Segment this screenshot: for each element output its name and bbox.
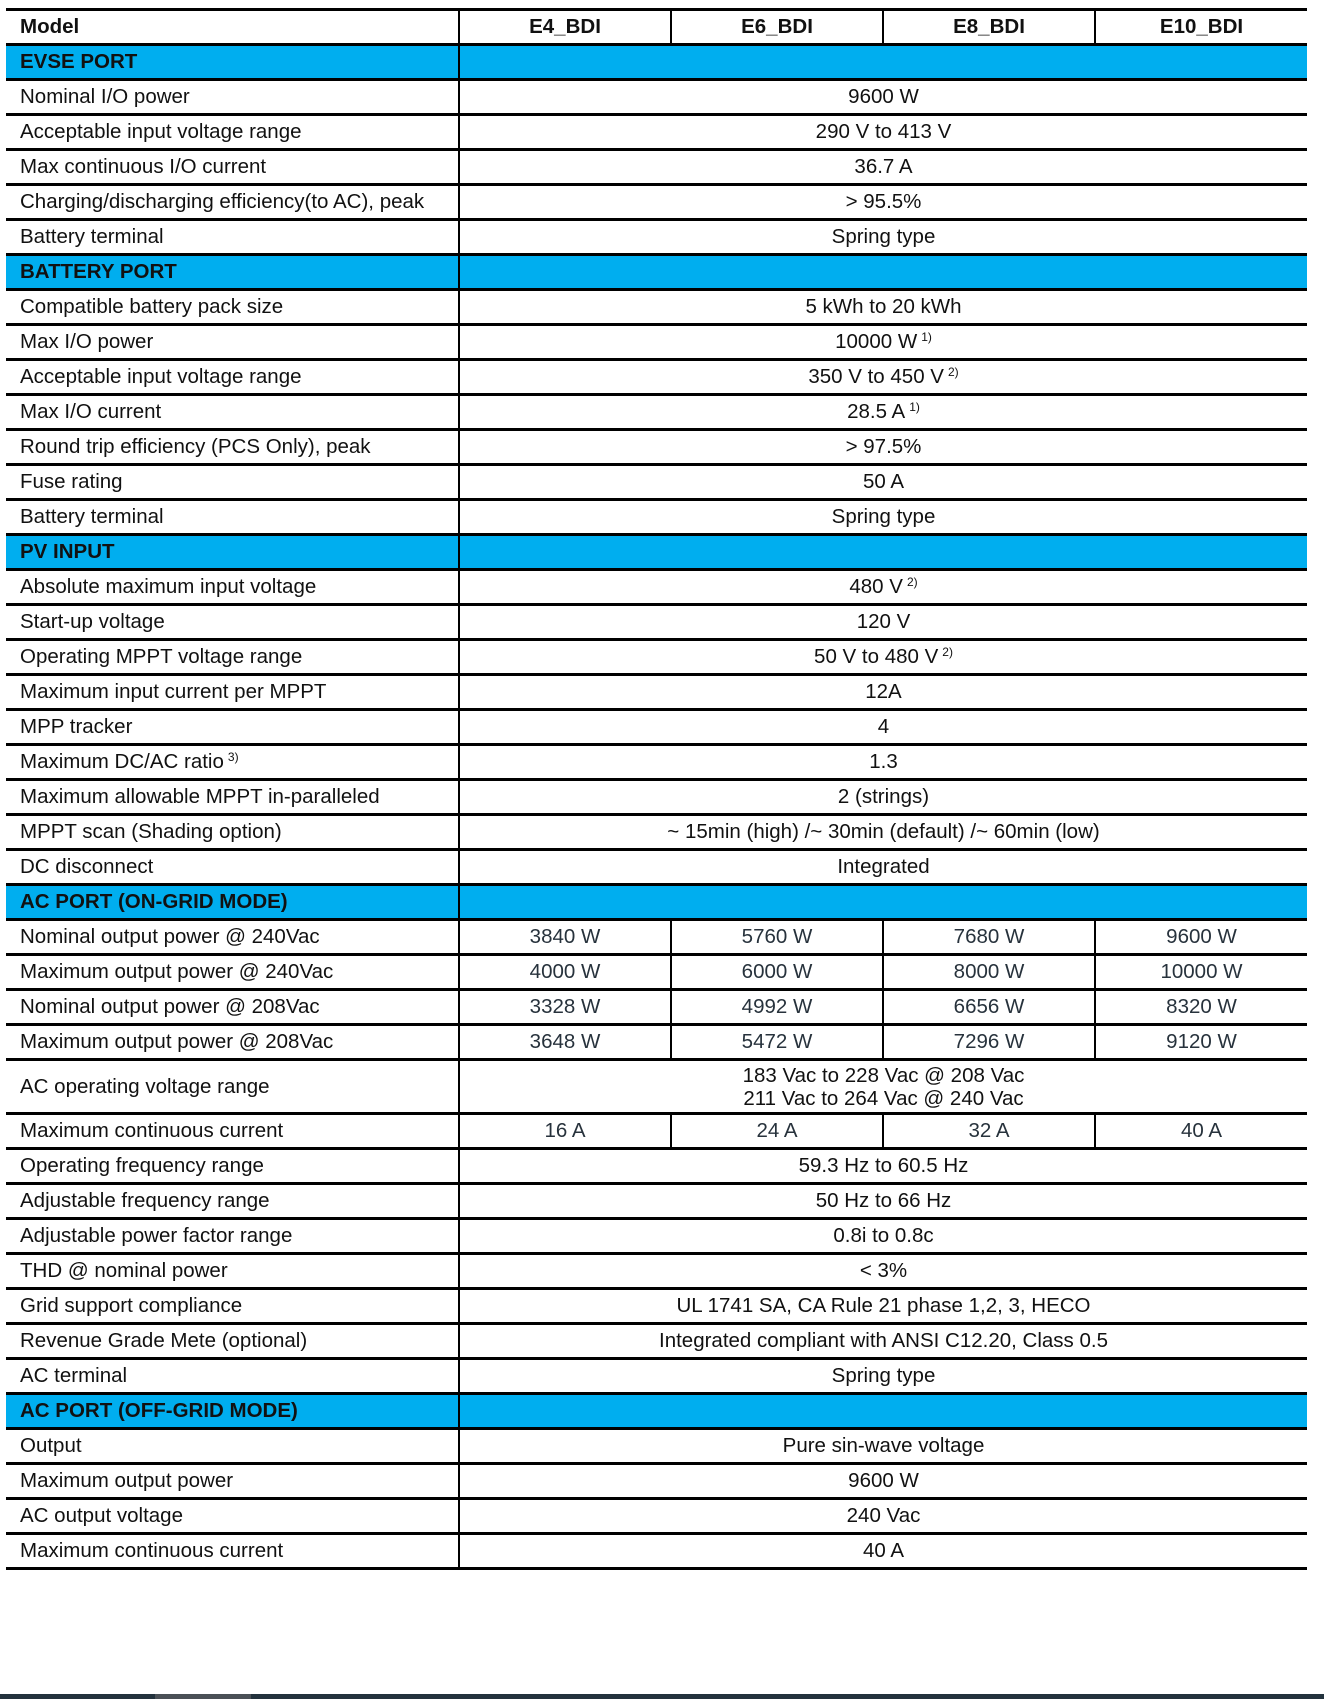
- spec-value-text: 350 V to 450 V: [808, 365, 944, 388]
- spec-label: [6, 465, 459, 500]
- spec-value-per-model: 4000 W: [459, 955, 671, 990]
- spec-value-text: 28.5 A: [847, 400, 906, 423]
- spec-value: [459, 815, 1307, 850]
- spec-label: [6, 1219, 459, 1254]
- spec-label: [6, 1464, 459, 1499]
- spec-value-text: 120 V: [856, 610, 911, 633]
- spec-value: [459, 1499, 1307, 1534]
- spec-value-per-model: 40 A: [1095, 1114, 1307, 1149]
- spec-row: [6, 290, 1307, 325]
- spec-value: [459, 675, 1307, 710]
- spec-label-text: Round trip efficiency (PCS Only), peak: [20, 435, 371, 458]
- spec-label: [6, 395, 459, 430]
- spec-label-text: DC disconnect: [20, 855, 154, 878]
- spec-row: [6, 1534, 1307, 1569]
- spec-value-per-model: 8000 W: [883, 955, 1095, 990]
- spec-value: [459, 850, 1307, 885]
- footnote-marker: 3): [227, 750, 239, 764]
- footnote-marker: 2): [942, 645, 953, 659]
- spec-value: [459, 1534, 1307, 1569]
- spec-value-text: 1.3: [869, 750, 898, 773]
- spec-row: [6, 1025, 1307, 1060]
- spec-label: [6, 1429, 459, 1464]
- spec-row: [6, 605, 1307, 640]
- spec-label-text: THD @ nominal power: [20, 1259, 228, 1282]
- spec-label-text: Battery terminal: [20, 505, 164, 528]
- spec-label: [6, 80, 459, 115]
- spec-value: [459, 605, 1307, 640]
- spec-label: [6, 710, 459, 745]
- spec-label: [6, 290, 459, 325]
- spec-value-text: 4: [877, 715, 890, 738]
- spec-row: [6, 570, 1307, 605]
- spec-label-text: Absolute maximum input voltage: [20, 575, 317, 598]
- spec-value: [459, 1359, 1307, 1394]
- spec-label-text: Maximum DC/AC ratio: [20, 750, 224, 773]
- spec-value-per-model: 6000 W: [671, 955, 883, 990]
- spec-label-text: Adjustable power factor range: [20, 1224, 293, 1247]
- section-header-row: [6, 885, 1307, 920]
- spec-label: [6, 430, 459, 465]
- spec-label-text: Revenue Grade Mete (optional): [20, 1329, 308, 1352]
- spec-row: [6, 850, 1307, 885]
- model-header-row: [6, 10, 1307, 45]
- spec-row: [6, 955, 1307, 990]
- spec-label: [6, 955, 459, 990]
- spec-value: [459, 1149, 1307, 1184]
- spec-value-per-model: 4992 W: [671, 990, 883, 1025]
- spec-label: [6, 220, 459, 255]
- model-header-label: Model: [6, 10, 459, 45]
- spec-value: [459, 325, 1307, 360]
- spec-label-text: Maximum input current per MPPT: [20, 680, 327, 703]
- spec-value-text: 12A: [865, 680, 902, 703]
- spec-label: [6, 990, 459, 1025]
- spec-value-text: 480 V: [849, 575, 903, 598]
- bottom-strip-segment: [155, 1694, 251, 1699]
- spec-value-text: 2 (strings): [837, 785, 930, 808]
- spec-label: [6, 325, 459, 360]
- section-title: AC PORT (ON-GRID MODE): [6, 885, 459, 920]
- spec-label: [6, 1060, 459, 1114]
- spec-value-text: Spring type: [831, 225, 936, 248]
- spec-value-per-model: 9120 W: [1095, 1025, 1307, 1060]
- spec-label-text: Operating frequency range: [20, 1154, 264, 1177]
- spec-value-text: < 3%: [859, 1259, 908, 1282]
- spec-value-text: 36.7 A: [854, 155, 913, 178]
- spec-value: [459, 1289, 1307, 1324]
- spec-value-text: ~ 15min (high) /~ 30min (default) /~ 60min (low): [667, 820, 1100, 843]
- spec-value-per-model: 32 A: [883, 1114, 1095, 1149]
- spec-value-text: 50 A: [862, 470, 905, 493]
- spec-value-text: Pure sin-wave voltage: [782, 1434, 985, 1457]
- spec-label-text: MPPT scan (Shading option): [20, 820, 282, 843]
- spec-row: [6, 1254, 1307, 1289]
- spec-value: [459, 465, 1307, 500]
- spec-value-text: 59.3 Hz to 60.5 Hz: [798, 1154, 969, 1177]
- model-header-e8: E8_BDI: [883, 10, 1095, 45]
- spec-label-text: AC operating voltage range: [20, 1075, 270, 1098]
- spec-label: [6, 1254, 459, 1289]
- spec-label-text: Maximum allowable MPPT in-paralleled: [20, 785, 380, 808]
- spec-label: [6, 570, 459, 605]
- spec-value-per-model: 7680 W: [883, 920, 1095, 955]
- section-title: EVSE PORT: [6, 45, 459, 80]
- spec-value: [459, 185, 1307, 220]
- model-header-e4: E4_BDI: [459, 10, 671, 45]
- spec-value-text: > 95.5%: [845, 190, 922, 213]
- spec-value-text: 5 kWh to 20 kWh: [805, 295, 962, 318]
- spec-value: [459, 500, 1307, 535]
- spec-row: [6, 1219, 1307, 1254]
- spec-row: [6, 395, 1307, 430]
- spec-label-text: AC terminal: [20, 1364, 128, 1387]
- spec-row: [6, 1324, 1307, 1359]
- spec-value-text: 10000 W: [835, 330, 918, 353]
- spec-row: [6, 1429, 1307, 1464]
- spec-value-text: 9600 W: [848, 85, 919, 108]
- spec-label-text: Maximum continuous current: [20, 1539, 284, 1562]
- bottom-window-strip: [0, 1694, 1324, 1699]
- spec-value-line: 211 Vac to 264 Vac @ 240 Vac: [743, 1086, 1024, 1110]
- spec-label-text: Maximum continuous current: [20, 1119, 284, 1142]
- spec-label-text: Operating MPPT voltage range: [20, 645, 303, 668]
- spec-value-per-model: 3328 W: [459, 990, 671, 1025]
- spec-row: [6, 675, 1307, 710]
- spec-row: [6, 360, 1307, 395]
- spec-label: [6, 1534, 459, 1569]
- spec-label-text: Nominal output power @ 208Vac: [20, 995, 320, 1018]
- spec-value: [459, 220, 1307, 255]
- spec-row: [6, 150, 1307, 185]
- spec-value-text: > 97.5%: [845, 435, 922, 458]
- spec-label: [6, 780, 459, 815]
- section-header-row: [6, 45, 1307, 80]
- spec-value-text: Integrated: [837, 855, 930, 878]
- section-header-fill: [459, 1394, 1307, 1429]
- spec-label-text: Adjustable frequency range: [20, 1189, 270, 1212]
- spec-row: [6, 220, 1307, 255]
- spec-row: [6, 1499, 1307, 1534]
- spec-value: [459, 570, 1307, 605]
- spec-label: [6, 1114, 459, 1149]
- spec-row: [6, 1060, 1307, 1114]
- spec-label: [6, 745, 459, 780]
- spec-label-text: Acceptable input voltage range: [20, 365, 302, 388]
- spec-label: [6, 920, 459, 955]
- spec-label: [6, 815, 459, 850]
- spec-label-text: AC output voltage: [20, 1504, 183, 1527]
- spec-label: [6, 640, 459, 675]
- spec-row: [6, 80, 1307, 115]
- section-title: AC PORT (OFF-GRID MODE): [6, 1394, 459, 1429]
- spec-value: [459, 395, 1307, 430]
- spec-value-per-model: 16 A: [459, 1114, 671, 1149]
- spec-value: [459, 1429, 1307, 1464]
- spec-value: [459, 290, 1307, 325]
- spec-value: [459, 1184, 1307, 1219]
- spec-label-text: Max I/O current: [20, 400, 162, 423]
- spec-row: [6, 1359, 1307, 1394]
- spec-label-text: Compatible battery pack size: [20, 295, 284, 318]
- section-title: BATTERY PORT: [6, 255, 459, 290]
- spec-value-per-model: 24 A: [671, 1114, 883, 1149]
- spec-row: [6, 185, 1307, 220]
- footnote-marker: 2): [906, 575, 918, 589]
- section-header-fill: [459, 535, 1307, 570]
- spec-row: [6, 990, 1307, 1025]
- spec-row: [6, 115, 1307, 150]
- spec-label: [6, 850, 459, 885]
- spec-row: [6, 1289, 1307, 1324]
- spec-label-text: Nominal I/O power: [20, 85, 190, 108]
- spec-value: [459, 115, 1307, 150]
- spec-value-per-model: 7296 W: [883, 1025, 1095, 1060]
- spec-table: [6, 8, 1307, 1570]
- section-header-fill: [459, 255, 1307, 290]
- spec-value: [459, 745, 1307, 780]
- spec-label-text: Fuse rating: [20, 470, 123, 493]
- spec-label-text: Max I/O power: [20, 330, 154, 353]
- spec-label: [6, 150, 459, 185]
- spec-value-per-model: 10000 W: [1095, 955, 1307, 990]
- spec-value-per-model: 5472 W: [671, 1025, 883, 1060]
- spec-row: [6, 920, 1307, 955]
- section-header-row: [6, 1394, 1307, 1429]
- spec-label-text: MPP tracker: [20, 715, 133, 738]
- spec-value-text: Spring type: [831, 505, 936, 528]
- spec-value-per-model: 5760 W: [671, 920, 883, 955]
- spec-label-text: Max continuous I/O current: [20, 155, 267, 178]
- spec-label-text: Nominal output power @ 240Vac: [20, 925, 320, 948]
- footnote-marker: 1): [909, 400, 920, 414]
- spec-row: [6, 1184, 1307, 1219]
- spec-value-per-model: 3648 W: [459, 1025, 671, 1060]
- spec-label: [6, 1359, 459, 1394]
- spec-table-body: [6, 10, 1307, 1569]
- section-header-row: [6, 255, 1307, 290]
- spec-row: [6, 640, 1307, 675]
- spec-label: [6, 605, 459, 640]
- spec-label: [6, 1149, 459, 1184]
- spec-value-text: 50 V to 480 V: [814, 645, 939, 668]
- spec-value: [459, 430, 1307, 465]
- spec-value-text: 40 A: [862, 1539, 905, 1562]
- spec-value: [459, 150, 1307, 185]
- spec-label-text: Grid support compliance: [20, 1294, 243, 1317]
- spec-value: [459, 780, 1307, 815]
- spec-label-text: Battery terminal: [20, 225, 164, 248]
- section-header-row: [6, 535, 1307, 570]
- spec-value-text: Spring type: [831, 1364, 936, 1387]
- spec-value: [459, 1464, 1307, 1499]
- spec-label-text: Output: [20, 1434, 82, 1457]
- spec-label-text: Acceptable input voltage range: [20, 120, 302, 143]
- spec-value: [459, 80, 1307, 115]
- spec-label: [6, 1025, 459, 1060]
- section-title: PV INPUT: [6, 535, 459, 570]
- spec-row: [6, 325, 1307, 360]
- spec-value: [459, 1254, 1307, 1289]
- spec-value-per-model: 6656 W: [883, 990, 1095, 1025]
- spec-label: [6, 500, 459, 535]
- spec-row: [6, 710, 1307, 745]
- spec-row: [6, 1114, 1307, 1149]
- spec-value-text: UL 1741 SA, CA Rule 21 phase 1,2, 3, HECO: [676, 1294, 1091, 1317]
- spec-value-text: 240 Vac: [846, 1504, 921, 1527]
- spec-row: [6, 465, 1307, 500]
- spec-label-text: Maximum output power @ 240Vac: [20, 960, 334, 983]
- spec-value-text: 290 V to 413 V: [815, 120, 952, 143]
- spec-label: [6, 675, 459, 710]
- spec-value: [459, 1324, 1307, 1359]
- section-header-fill: [459, 45, 1307, 80]
- spec-value: [459, 640, 1307, 675]
- spec-value: [459, 710, 1307, 745]
- spec-value: [459, 360, 1307, 395]
- spec-value-text: 50 Hz to 66 Hz: [815, 1189, 952, 1212]
- spec-label: [6, 115, 459, 150]
- spec-row: [6, 780, 1307, 815]
- spec-value-text: 9600 W: [848, 1469, 919, 1492]
- spec-label: [6, 1184, 459, 1219]
- spec-value-text: Integrated compliant with ANSI C12.20, Class 0.5: [659, 1329, 1108, 1352]
- spec-label-text: Maximum output power @ 208Vac: [20, 1030, 334, 1053]
- spec-label: [6, 1324, 459, 1359]
- spec-value-per-model: 8320 W: [1095, 990, 1307, 1025]
- spec-label-text: Maximum output power: [20, 1469, 234, 1492]
- spec-value-per-model: 3840 W: [459, 920, 671, 955]
- spec-label: [6, 1499, 459, 1534]
- spec-row: [6, 1464, 1307, 1499]
- spec-value-line: 183 Vac to 228 Vac @ 208 Vac: [742, 1063, 1025, 1087]
- spec-value-multiline: [459, 1060, 1307, 1114]
- spec-row: [6, 815, 1307, 850]
- spec-label: [6, 360, 459, 395]
- model-header-e10: E10_BDI: [1095, 10, 1307, 45]
- spec-row: [6, 745, 1307, 780]
- spec-label: [6, 1289, 459, 1324]
- model-header-e6: E6_BDI: [671, 10, 883, 45]
- spec-label-text: Start-up voltage: [20, 610, 165, 633]
- spec-label: [6, 185, 459, 220]
- spec-value-text: 0.8i to 0.8c: [833, 1224, 934, 1247]
- spec-row: [6, 430, 1307, 465]
- footnote-marker: 1): [921, 330, 932, 344]
- spec-value-per-model: 9600 W: [1095, 920, 1307, 955]
- spec-row: [6, 1149, 1307, 1184]
- spec-row: [6, 500, 1307, 535]
- footnote-marker: 2): [947, 365, 959, 379]
- spec-value: [459, 1219, 1307, 1254]
- spec-label-text: Charging/discharging efficiency(to AC), peak: [20, 190, 425, 213]
- section-header-fill: [459, 885, 1307, 920]
